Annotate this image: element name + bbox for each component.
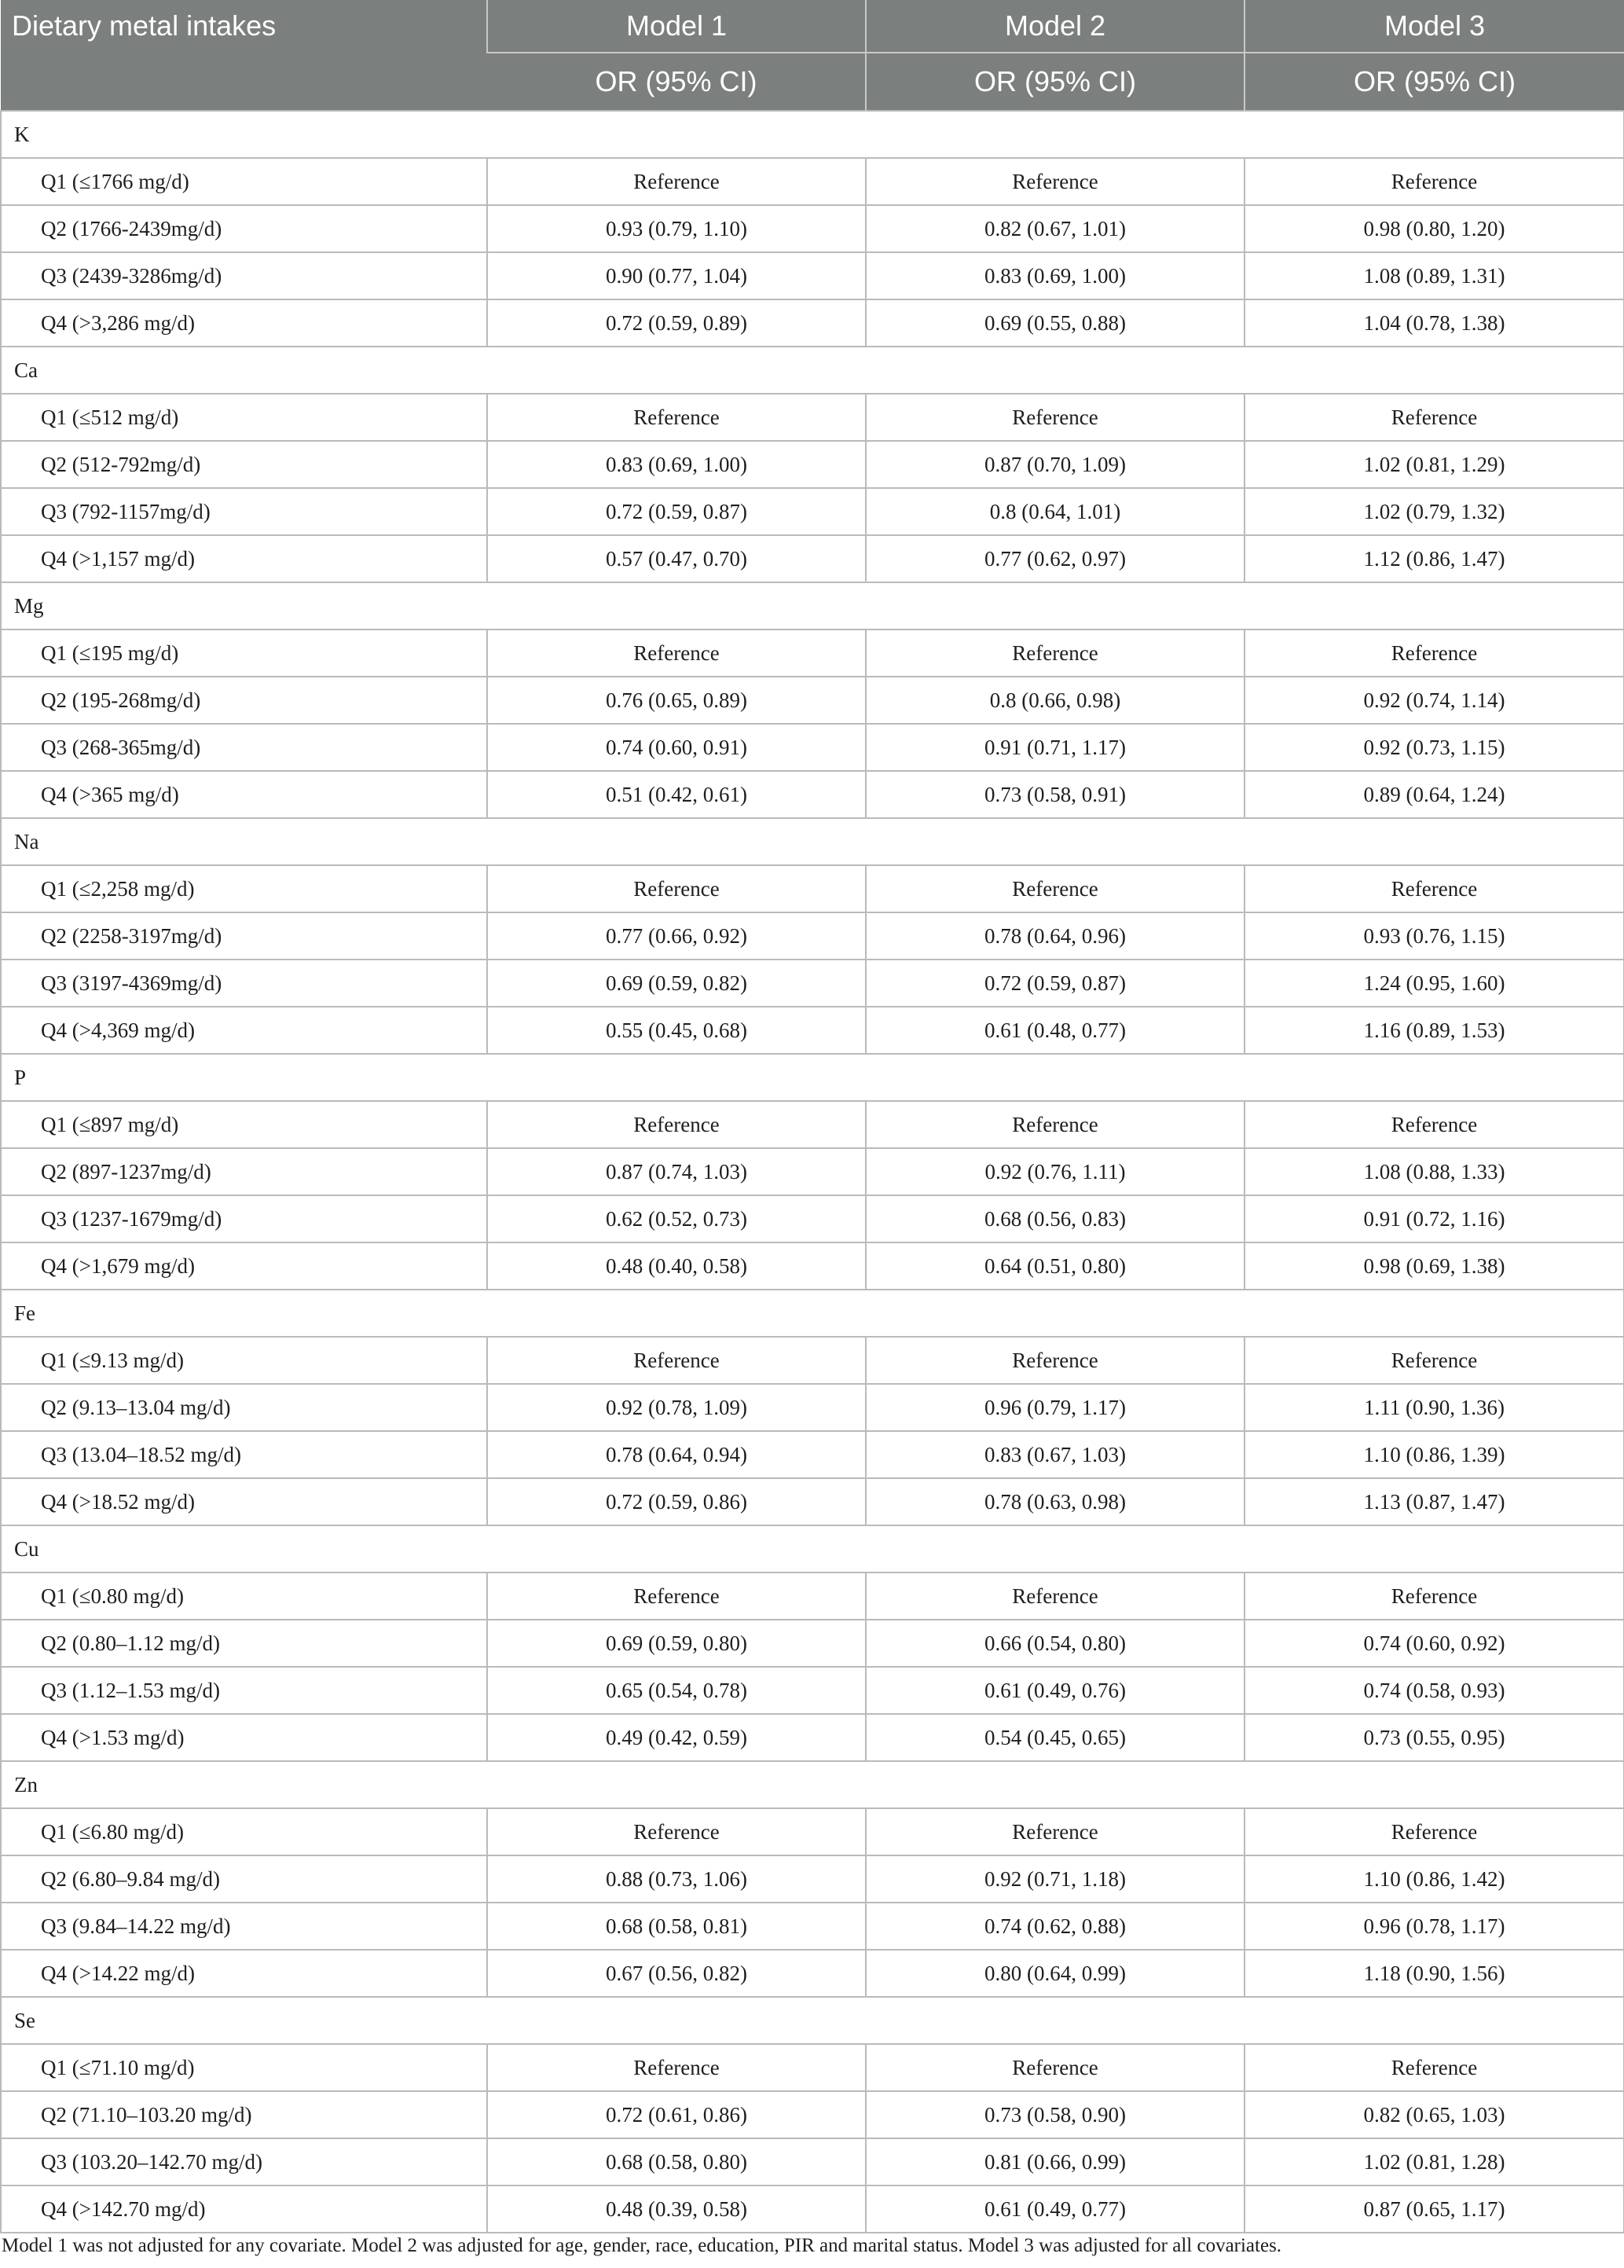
quartile-label: Q3 (792-1157mg/d) (1, 488, 487, 535)
model-1-value: 0.76 (0.65, 0.89) (487, 677, 866, 724)
model-1-value: 0.55 (0.45, 0.68) (487, 1007, 866, 1054)
model-3-value: 1.18 (0.90, 1.56) (1245, 1950, 1624, 1997)
model-1-value: Reference (487, 1808, 866, 1855)
model-1-value: Reference (487, 394, 866, 441)
quartile-label: Q3 (13.04–18.52 mg/d) (1, 1431, 487, 1478)
model-1-value: Reference (487, 865, 866, 912)
model-1-value: Reference (487, 1337, 866, 1384)
table-row (1, 2091, 1624, 2138)
model-3-value: Reference (1245, 1808, 1624, 1855)
model-1-value: 0.68 (0.58, 0.81) (487, 1903, 866, 1950)
model-3-value: 0.73 (0.55, 0.95) (1245, 1714, 1624, 1761)
model-3-value: Reference (1245, 394, 1624, 441)
group-row (1, 1054, 1624, 1101)
table-row (1, 1431, 1624, 1478)
model-2-value: 0.66 (0.54, 0.80) (866, 1620, 1245, 1667)
model-1-value: Reference (487, 629, 866, 677)
model-3-value: 0.92 (0.74, 1.14) (1245, 677, 1624, 724)
model-2-value: 0.8 (0.66, 0.98) (866, 677, 1245, 724)
model-3-value: 1.24 (0.95, 1.60) (1245, 960, 1624, 1007)
quartile-label: Q1 (≤512 mg/d) (1, 394, 487, 441)
model-1-value: 0.48 (0.39, 0.58) (487, 2185, 866, 2233)
table-row (1, 1808, 1624, 1855)
header-or-ci-2: OR (95% CI) (866, 53, 1245, 111)
model-1-value: 0.69 (0.59, 0.80) (487, 1620, 866, 1667)
model-2-value: Reference (866, 1573, 1245, 1620)
model-2-value: 0.73 (0.58, 0.91) (866, 771, 1245, 818)
model-1-value: 0.72 (0.59, 0.86) (487, 1478, 866, 1525)
model-2-value: 0.54 (0.45, 0.65) (866, 1714, 1245, 1761)
model-3-value: 1.02 (0.79, 1.32) (1245, 488, 1624, 535)
quartile-label: Q4 (>3,286 mg/d) (1, 299, 487, 347)
model-2-value: 0.92 (0.71, 1.18) (866, 1855, 1245, 1903)
table-row (1, 1573, 1624, 1620)
model-1-value: 0.90 (0.77, 1.04) (487, 252, 866, 299)
table-row (1, 2138, 1624, 2185)
model-1-value: 0.67 (0.56, 0.82) (487, 1950, 866, 1997)
group-label: Mg (1, 582, 1624, 629)
model-3-value: 1.08 (0.88, 1.33) (1245, 1148, 1624, 1195)
model-2-value: Reference (866, 1337, 1245, 1384)
quartile-label: Q2 (0.80–1.12 mg/d) (1, 1620, 487, 1667)
model-3-value: 0.98 (0.80, 1.20) (1245, 205, 1624, 252)
quartile-label: Q4 (>18.52 mg/d) (1, 1478, 487, 1525)
model-3-value: Reference (1245, 1573, 1624, 1620)
model-3-value: 1.10 (0.86, 1.42) (1245, 1855, 1624, 1903)
model-3-value: 0.91 (0.72, 1.16) (1245, 1195, 1624, 1242)
model-1-value: 0.48 (0.40, 0.58) (487, 1242, 866, 1290)
model-2-value: Reference (866, 865, 1245, 912)
quartile-label: Q2 (9.13–13.04 mg/d) (1, 1384, 487, 1431)
quartile-label: Q1 (≤0.80 mg/d) (1, 1573, 487, 1620)
model-2-value: 0.83 (0.69, 1.00) (866, 252, 1245, 299)
model-2-value: 0.61 (0.49, 0.77) (866, 2185, 1245, 2233)
quartile-label: Q2 (1766-2439mg/d) (1, 205, 487, 252)
model-2-value: Reference (866, 1808, 1245, 1855)
group-label: K (1, 111, 1624, 158)
table-row (1, 158, 1624, 205)
table-footnote: Model 1 was not adjusted for any covariate. Model 2 was adjusted for age, gender, race, education, PIR and marital status. Model 3 was adjusted for all covariates. (2, 2235, 1282, 2256)
quartile-label: Q4 (>1,679 mg/d) (1, 1242, 487, 1290)
table-row (1, 1950, 1624, 1997)
group-label: Na (1, 818, 1624, 865)
group-label: Fe (1, 1290, 1624, 1337)
table-row (1, 1903, 1624, 1950)
model-3-value: 0.74 (0.58, 0.93) (1245, 1667, 1624, 1714)
group-label: P (1, 1054, 1624, 1101)
model-2-value: 0.73 (0.58, 0.90) (866, 2091, 1245, 2138)
model-3-value: Reference (1245, 1101, 1624, 1148)
model-3-value: Reference (1245, 1337, 1624, 1384)
model-2-value: 0.87 (0.70, 1.09) (866, 441, 1245, 488)
quartile-label: Q4 (>14.22 mg/d) (1, 1950, 487, 1997)
model-3-value: Reference (1245, 2044, 1624, 2091)
model-2-value: 0.68 (0.56, 0.83) (866, 1195, 1245, 1242)
quartile-label: Q3 (9.84–14.22 mg/d) (1, 1903, 487, 1950)
quartile-label: Q1 (≤1766 mg/d) (1, 158, 487, 205)
table-row (1, 677, 1624, 724)
model-1-value: 0.93 (0.79, 1.10) (487, 205, 866, 252)
table-row (1, 394, 1624, 441)
model-2-value: 0.61 (0.48, 0.77) (866, 1007, 1245, 1054)
model-3-value: 0.93 (0.76, 1.15) (1245, 912, 1624, 960)
quartile-label: Q3 (2439-3286mg/d) (1, 252, 487, 299)
model-2-value: 0.72 (0.59, 0.87) (866, 960, 1245, 1007)
model-2-value: 0.61 (0.49, 0.76) (866, 1667, 1245, 1714)
model-1-value: 0.57 (0.47, 0.70) (487, 535, 866, 582)
quartile-label: Q1 (≤897 mg/d) (1, 1101, 487, 1148)
quartile-label: Q3 (1237-1679mg/d) (1, 1195, 487, 1242)
model-2-value: 0.78 (0.64, 0.96) (866, 912, 1245, 960)
table-row (1, 1667, 1624, 1714)
quartile-label: Q1 (≤9.13 mg/d) (1, 1337, 487, 1384)
table-row (1, 1714, 1624, 1761)
quartile-label: Q3 (268-365mg/d) (1, 724, 487, 771)
model-3-value: 0.74 (0.60, 0.92) (1245, 1620, 1624, 1667)
model-1-value: Reference (487, 2044, 866, 2091)
model-2-value: 0.69 (0.55, 0.88) (866, 299, 1245, 347)
quartile-label: Q4 (>365 mg/d) (1, 771, 487, 818)
quartile-label: Q4 (>4,369 mg/d) (1, 1007, 487, 1054)
model-2-value: 0.74 (0.62, 0.88) (866, 1903, 1245, 1950)
header-model-3: Model 3 (1245, 0, 1624, 53)
table-row (1, 1384, 1624, 1431)
model-1-value: 0.72 (0.61, 0.86) (487, 2091, 866, 2138)
header-or-ci-1: OR (95% CI) (487, 53, 866, 111)
table-row (1, 488, 1624, 535)
quartile-label: Q4 (>1.53 mg/d) (1, 1714, 487, 1761)
model-2-value: Reference (866, 158, 1245, 205)
table-row (1, 441, 1624, 488)
quartile-label: Q1 (≤71.10 mg/d) (1, 2044, 487, 2091)
model-3-value: 0.89 (0.64, 1.24) (1245, 771, 1624, 818)
model-3-value: 1.08 (0.89, 1.31) (1245, 252, 1624, 299)
table-row (1, 629, 1624, 677)
model-2-value: Reference (866, 1101, 1245, 1148)
model-1-value: 0.88 (0.73, 1.06) (487, 1855, 866, 1903)
table-row (1, 2185, 1624, 2233)
model-1-value: 0.78 (0.64, 0.94) (487, 1431, 866, 1478)
model-1-value: 0.92 (0.78, 1.09) (487, 1384, 866, 1431)
quartile-label: Q3 (103.20–142.70 mg/d) (1, 2138, 487, 2185)
table-row (1, 1478, 1624, 1525)
model-1-value: 0.83 (0.69, 1.00) (487, 441, 866, 488)
model-3-value: 0.98 (0.69, 1.38) (1245, 1242, 1624, 1290)
table-header (1, 0, 1624, 111)
quartile-label: Q1 (≤195 mg/d) (1, 629, 487, 677)
model-3-value: 1.10 (0.86, 1.39) (1245, 1431, 1624, 1478)
model-3-value: 1.02 (0.81, 1.28) (1245, 2138, 1624, 2185)
model-1-value: 0.72 (0.59, 0.89) (487, 299, 866, 347)
group-row (1, 1761, 1624, 1808)
model-2-value: 0.96 (0.79, 1.17) (866, 1384, 1245, 1431)
group-row (1, 1290, 1624, 1337)
model-2-value: 0.80 (0.64, 0.99) (866, 1950, 1245, 1997)
model-3-value: 1.02 (0.81, 1.29) (1245, 441, 1624, 488)
table-row (1, 865, 1624, 912)
model-3-value: 0.96 (0.78, 1.17) (1245, 1903, 1624, 1950)
model-3-value: Reference (1245, 865, 1624, 912)
table-row (1, 205, 1624, 252)
model-2-value: 0.8 (0.64, 1.01) (866, 488, 1245, 535)
model-3-value: 0.92 (0.73, 1.15) (1245, 724, 1624, 771)
model-2-value: 0.77 (0.62, 0.97) (866, 535, 1245, 582)
group-label: Se (1, 1997, 1624, 2044)
quartile-label: Q3 (1.12–1.53 mg/d) (1, 1667, 487, 1714)
table-row (1, 1620, 1624, 1667)
table-body (1, 111, 1624, 2233)
group-label: Cu (1, 1525, 1624, 1573)
model-3-value: 1.13 (0.87, 1.47) (1245, 1478, 1624, 1525)
model-1-value: 0.74 (0.60, 0.91) (487, 724, 866, 771)
model-1-value: 0.62 (0.52, 0.73) (487, 1195, 866, 1242)
quartile-label: Q2 (897-1237mg/d) (1, 1148, 487, 1195)
model-3-value: 1.04 (0.78, 1.38) (1245, 299, 1624, 347)
group-row (1, 111, 1624, 158)
header-dietary-metal-intakes: Dietary metal intakes (1, 0, 487, 111)
model-1-value: Reference (487, 1573, 866, 1620)
table-row (1, 535, 1624, 582)
model-1-value: 0.49 (0.42, 0.59) (487, 1714, 866, 1761)
group-row (1, 582, 1624, 629)
model-1-value: 0.51 (0.42, 0.61) (487, 771, 866, 818)
header-model-1: Model 1 (487, 0, 866, 53)
quartile-label: Q2 (512-792mg/d) (1, 441, 487, 488)
group-row (1, 818, 1624, 865)
model-3-value: 1.11 (0.90, 1.36) (1245, 1384, 1624, 1431)
quartile-label: Q2 (2258-3197mg/d) (1, 912, 487, 960)
table-row (1, 299, 1624, 347)
model-2-value: 0.92 (0.76, 1.11) (866, 1148, 1245, 1195)
table-row (1, 771, 1624, 818)
model-1-value: 0.77 (0.66, 0.92) (487, 912, 866, 960)
table-row (1, 1148, 1624, 1195)
group-row (1, 1525, 1624, 1573)
table-row (1, 724, 1624, 771)
quartile-label: Q2 (195-268mg/d) (1, 677, 487, 724)
table-row (1, 1007, 1624, 1054)
quartile-label: Q4 (>1,157 mg/d) (1, 535, 487, 582)
table-row (1, 1855, 1624, 1903)
model-2-value: 0.81 (0.66, 0.99) (866, 2138, 1245, 2185)
model-1-value: 0.87 (0.74, 1.03) (487, 1148, 866, 1195)
group-row (1, 1997, 1624, 2044)
table-row (1, 1337, 1624, 1384)
model-2-value: 0.78 (0.63, 0.98) (866, 1478, 1245, 1525)
model-2-value: 0.64 (0.51, 0.80) (866, 1242, 1245, 1290)
quartile-label: Q2 (6.80–9.84 mg/d) (1, 1855, 487, 1903)
model-3-value: 1.12 (0.86, 1.47) (1245, 535, 1624, 582)
quartile-label: Q2 (71.10–103.20 mg/d) (1, 2091, 487, 2138)
quartile-label: Q1 (≤6.80 mg/d) (1, 1808, 487, 1855)
model-1-value: 0.69 (0.59, 0.82) (487, 960, 866, 1007)
model-2-value: 0.83 (0.67, 1.03) (866, 1431, 1245, 1478)
table-row (1, 1242, 1624, 1290)
model-2-value: 0.82 (0.67, 1.01) (866, 205, 1245, 252)
model-2-value: 0.91 (0.71, 1.17) (866, 724, 1245, 771)
table-row (1, 912, 1624, 960)
table-row (1, 252, 1624, 299)
model-3-value: Reference (1245, 629, 1624, 677)
model-2-value: Reference (866, 2044, 1245, 2091)
header-or-ci-3: OR (95% CI) (1245, 53, 1624, 111)
model-3-value: Reference (1245, 158, 1624, 205)
table-row (1, 1195, 1624, 1242)
model-1-value: Reference (487, 158, 866, 205)
header-model-2: Model 2 (866, 0, 1245, 53)
model-1-value: 0.68 (0.58, 0.80) (487, 2138, 866, 2185)
table-row (1, 960, 1624, 1007)
quartile-label: Q3 (3197-4369mg/d) (1, 960, 487, 1007)
model-1-value: 0.65 (0.54, 0.78) (487, 1667, 866, 1714)
table-row (1, 1101, 1624, 1148)
table-row (1, 2044, 1624, 2091)
model-1-value: 0.72 (0.59, 0.87) (487, 488, 866, 535)
group-label: Ca (1, 347, 1624, 394)
model-1-value: Reference (487, 1101, 866, 1148)
model-2-value: Reference (866, 629, 1245, 677)
quartile-label: Q1 (≤2,258 mg/d) (1, 865, 487, 912)
group-row (1, 347, 1624, 394)
model-3-value: 0.87 (0.65, 1.17) (1245, 2185, 1624, 2233)
group-label: Zn (1, 1761, 1624, 1808)
model-2-value: Reference (866, 394, 1245, 441)
quartile-label: Q4 (>142.70 mg/d) (1, 2185, 487, 2233)
model-3-value: 1.16 (0.89, 1.53) (1245, 1007, 1624, 1054)
model-3-value: 0.82 (0.65, 1.03) (1245, 2091, 1624, 2138)
